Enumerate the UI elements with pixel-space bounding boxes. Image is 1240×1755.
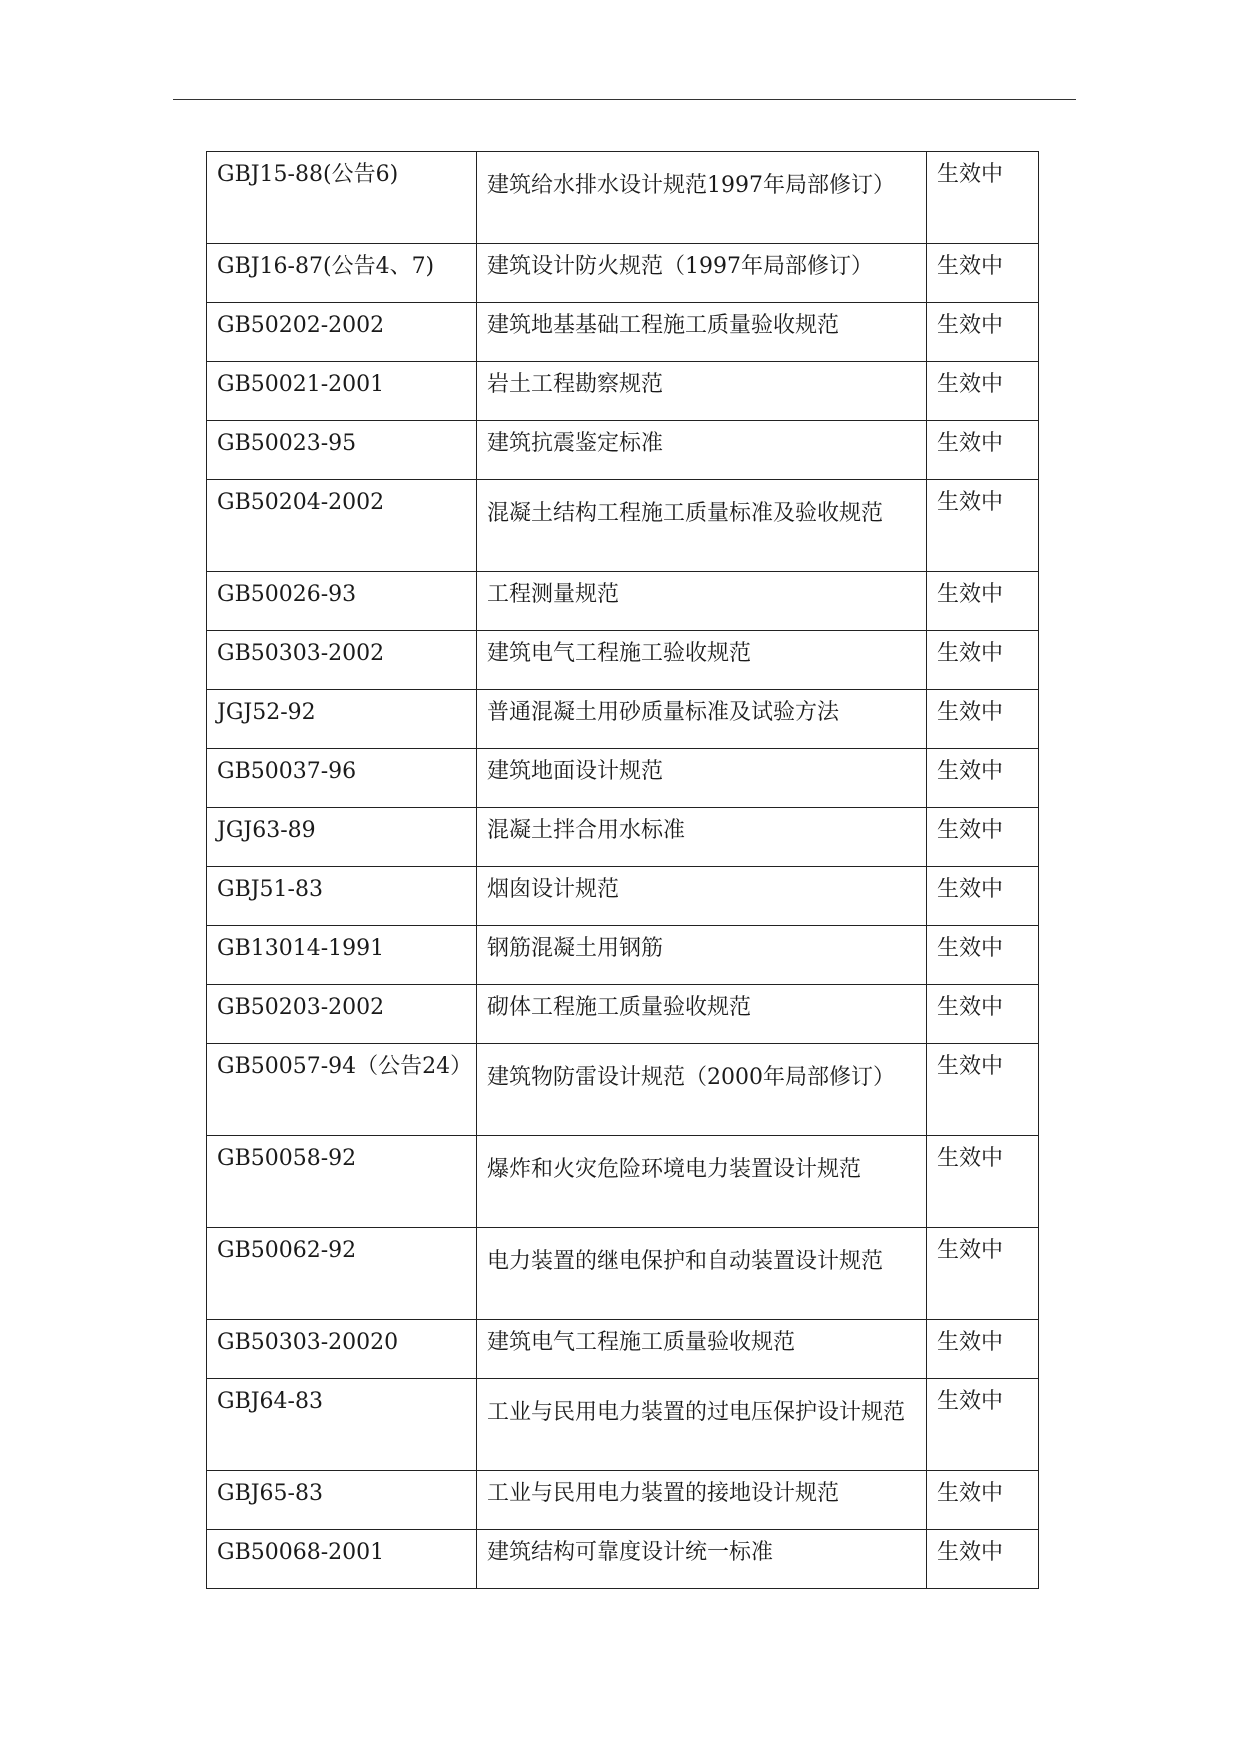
standard-title: 建筑地基基础工程施工质量验收规范 [477, 303, 927, 362]
standard-status: 生效中 [927, 152, 1039, 244]
standard-code: GBJ15-88(公告6) [207, 152, 477, 244]
standard-code: GB50037-96 [207, 749, 477, 808]
standard-title: 建筑物防雷设计规范（2000年局部修订） [477, 1044, 927, 1136]
table-row [207, 1530, 1039, 1589]
standard-title: 建筑给水排水设计规范1997年局部修订） [477, 152, 927, 244]
standard-code: GB50303-20020 [207, 1320, 477, 1379]
standard-title: 钢筋混凝土用钢筋 [477, 926, 927, 985]
table-row [207, 244, 1039, 303]
standard-status: 生效中 [927, 421, 1039, 480]
table-row [207, 303, 1039, 362]
table-row [207, 749, 1039, 808]
table-row [207, 1379, 1039, 1471]
standard-title: 工程测量规范 [477, 572, 927, 631]
table-row [207, 1471, 1039, 1530]
standard-code: JGJ52-92 [207, 690, 477, 749]
standard-title: 建筑地面设计规范 [477, 749, 927, 808]
standard-title: 建筑电气工程施工质量验收规范 [477, 1320, 927, 1379]
table-row [207, 480, 1039, 572]
table-row [207, 421, 1039, 480]
standard-status: 生效中 [927, 362, 1039, 421]
standard-title: 砌体工程施工质量验收规范 [477, 985, 927, 1044]
standard-code: GBJ65-83 [207, 1471, 477, 1530]
table-row [207, 152, 1039, 244]
standard-title: 建筑结构可靠度设计统一标准 [477, 1530, 927, 1589]
standards-table [206, 151, 1039, 1589]
standard-status: 生效中 [927, 926, 1039, 985]
standard-code: GB50021-2001 [207, 362, 477, 421]
standard-title: 烟囱设计规范 [477, 867, 927, 926]
standard-title: 建筑抗震鉴定标准 [477, 421, 927, 480]
standard-title: 爆炸和火灾危险环境电力装置设计规范 [477, 1136, 927, 1228]
standard-code: GB50204-2002 [207, 480, 477, 572]
table-row [207, 631, 1039, 690]
table-row [207, 867, 1039, 926]
standard-status: 生效中 [927, 244, 1039, 303]
standard-status: 生效中 [927, 690, 1039, 749]
table-row [207, 985, 1039, 1044]
table-row [207, 572, 1039, 631]
standard-code: GBJ51-83 [207, 867, 477, 926]
standard-status: 生效中 [927, 808, 1039, 867]
standard-title: 建筑电气工程施工验收规范 [477, 631, 927, 690]
standard-status: 生效中 [927, 1530, 1039, 1589]
standard-code: GBJ16-87(公告4、7) [207, 244, 477, 303]
standard-title: 混凝土结构工程施工质量标准及验收规范 [477, 480, 927, 572]
standard-title: 岩土工程勘察规范 [477, 362, 927, 421]
standard-status: 生效中 [927, 867, 1039, 926]
standard-title: 普通混凝土用砂质量标准及试验方法 [477, 690, 927, 749]
standard-title: 混凝土拌合用水标准 [477, 808, 927, 867]
standard-code: GB50023-95 [207, 421, 477, 480]
standard-status: 生效中 [927, 985, 1039, 1044]
standard-status: 生效中 [927, 1471, 1039, 1530]
standard-title: 建筑设计防火规范（1997年局部修订） [477, 244, 927, 303]
table-row [207, 690, 1039, 749]
standard-code: GBJ64-83 [207, 1379, 477, 1471]
standard-code: JGJ63-89 [207, 808, 477, 867]
standard-title: 工业与民用电力装置的过电压保护设计规范 [477, 1379, 927, 1471]
standard-code: GB50057-94（公告24） [207, 1044, 477, 1136]
table-row [207, 1228, 1039, 1320]
standard-status: 生效中 [927, 303, 1039, 362]
standard-code: GB50303-2002 [207, 631, 477, 690]
header-rule [173, 99, 1076, 100]
standard-status: 生效中 [927, 480, 1039, 572]
standard-status: 生效中 [927, 1136, 1039, 1228]
standard-status: 生效中 [927, 1228, 1039, 1320]
table-row [207, 1044, 1039, 1136]
standard-code: GB50058-92 [207, 1136, 477, 1228]
standard-code: GB50062-92 [207, 1228, 477, 1320]
standard-status: 生效中 [927, 749, 1039, 808]
standard-code: GB13014-1991 [207, 926, 477, 985]
standard-code: GB50203-2002 [207, 985, 477, 1044]
standard-code: GB50026-93 [207, 572, 477, 631]
standard-status: 生效中 [927, 1379, 1039, 1471]
table-row [207, 362, 1039, 421]
standard-title: 电力装置的继电保护和自动装置设计规范 [477, 1228, 927, 1320]
standard-status: 生效中 [927, 1044, 1039, 1136]
table-row [207, 1320, 1039, 1379]
table-row [207, 1136, 1039, 1228]
standard-status: 生效中 [927, 1320, 1039, 1379]
table-row [207, 808, 1039, 867]
standard-code: GB50202-2002 [207, 303, 477, 362]
standard-code: GB50068-2001 [207, 1530, 477, 1589]
table-row [207, 926, 1039, 985]
standard-status: 生效中 [927, 572, 1039, 631]
standard-status: 生效中 [927, 631, 1039, 690]
standard-title: 工业与民用电力装置的接地设计规范 [477, 1471, 927, 1530]
